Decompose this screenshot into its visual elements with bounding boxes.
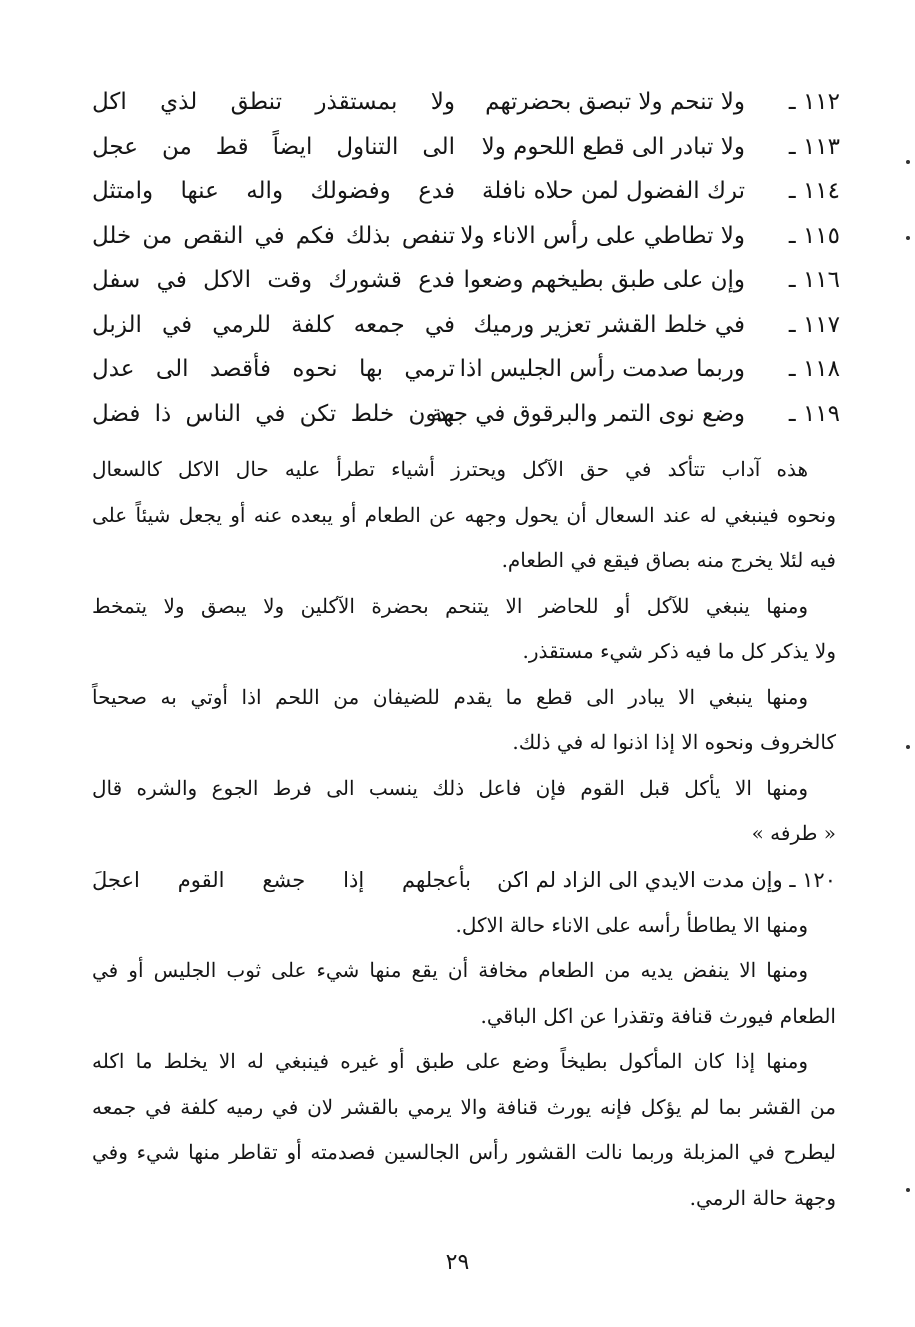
verse-second-hemistich: فدع وفضولك واله عنها وامتثل <box>92 178 455 204</box>
verse-first-hemistich: وربما صدمت رأس الجليس اذا <box>459 356 745 382</box>
paragraph <box>92 1039 836 1221</box>
verse-second-hemistich: في جمعه كلفة للرمي في الزبل <box>92 311 455 338</box>
verse-number: ١١٢ ـ <box>788 89 840 115</box>
verse-row <box>90 303 840 348</box>
verse-row <box>90 258 840 303</box>
verse-second-hemistich: تنفص بذلك فكم في النقص من خلل <box>92 222 455 249</box>
paragraph-line: ومنها الا يطاطأ رأسه على الاناء حالة الاكل. <box>455 912 808 937</box>
verse-row <box>90 125 840 170</box>
verse-second-hemistich: بدون خلط تكن في الناس ذا فضل <box>92 400 455 427</box>
verse-first-hemistich: ولا تطاطي على رأس الاناء ولا <box>460 222 745 249</box>
margin-dot <box>906 236 910 240</box>
verse-row <box>90 392 840 437</box>
paragraph-line: ولا يذكر كل ما فيه ذكر شيء مستقذر. <box>522 639 836 663</box>
margin-dot <box>906 160 910 164</box>
paragraph <box>92 584 836 675</box>
verse-second-hemistich: ولا بمستقذر تنطق لذي اكل <box>92 89 455 115</box>
verse-first-hemistich: ولا تنحم ولا تبصق بحضرتهم <box>485 89 745 115</box>
paragraph-line: ومنها الا ينفض يديه من الطعام مخافة أن يقع منها شيء على ثوب الجليس أو في <box>92 958 809 982</box>
verse-first-hemistich: ترك الفضول لمن حلاه نافلة <box>481 178 745 204</box>
verse-number: ١١٨ ـ <box>788 356 840 382</box>
paragraph <box>92 447 836 584</box>
paragraph-line: ومنها إذا كان المأكول بطيخاً وضع على طبق أو غيره فينبغي له الا يخلط ما اكله <box>92 1049 808 1073</box>
paragraph-line: الطعام فيورث قنافة وتقذرا عن اكل الباقي. <box>480 1003 836 1028</box>
verse-first-hemistich: ولا تبادر الى قطع اللحوم ولا <box>481 133 745 160</box>
verse-number: ١١٤ ـ <box>788 178 840 204</box>
margin-dot <box>906 745 910 749</box>
paragraph-line: كالخروف ونحوه الا إذا اذنوا له في ذلك. <box>512 730 836 754</box>
paragraph-line: من القشر بما لم يؤكل فإنه يورث قنافة والا يرمي بالقشر لان في رميه كلفة في جمعه <box>92 1094 836 1119</box>
verse-number: ١١٥ ـ <box>788 222 840 249</box>
verse-row <box>90 169 840 214</box>
verse-second-hemistich: ترمي بها نحوه فأقصد الى عدل <box>92 356 455 382</box>
paragraph-line: وجهة حالة الرمي. <box>689 1185 836 1210</box>
paragraph-line: ونحوه فينبغي له عند السعال أن يحول وجهه عن الطعام أو يبعده عنه أو يجعل شيئاً على <box>92 502 836 527</box>
paragraph-line: ومنها الا يأكل قبل القوم فإن فاعل ذلك ينسب الى فرط الجوع والشره قال <box>92 775 808 800</box>
verse-first-hemistich: وإن على طبق بطيخهم وضعوا <box>463 267 745 293</box>
verse-row <box>90 80 840 125</box>
verse-number: ١١٧ ـ <box>788 311 840 338</box>
page-number: ٢٩ <box>445 1250 470 1275</box>
verse-number: ١١٩ ـ <box>788 400 840 427</box>
paragraph-line: « طرفه » <box>751 821 836 845</box>
paragraph-line: ومنها ينبغي الا يبادر الى قطع ما يقدم للضيفان من اللحم اذا أوتي به صحيحاً <box>92 684 808 709</box>
paragraph <box>92 766 836 857</box>
margin-dot <box>906 1188 910 1192</box>
verse-first-hemistich: في خلط القشر تعزير ورميك <box>473 311 745 338</box>
verse-number: ١١٣ ـ <box>788 133 840 160</box>
paragraph-line: ومنها ينبغي للآكل أو للحاضر الا يتنحم بحضرة الآكلين ولا يبصق ولا يتمخط <box>92 593 808 618</box>
paragraph-line: ليطرح في المزبلة وربما نالت القشور رأس الجالسين فصدمته أو تقاطر منها شيء وفي <box>92 1140 836 1164</box>
verse-second-hemistich: فدع قشورك وقت الاكل في سفل <box>92 267 455 293</box>
verse-first-hemistich: وضع نوى التمر والبرقوق في جهة <box>430 400 745 427</box>
paragraph-line: هذه آداب تتأكد في حق الآكل ويحترز أشياء تطرأ عليه حال الاكل كالسعال <box>92 457 808 481</box>
verse-block <box>90 80 840 436</box>
prose-block <box>92 447 836 1221</box>
verse-second-hemistich: الى التناول ايضاً قط من عجل <box>92 133 455 160</box>
verse-row <box>90 214 840 259</box>
paragraph-line: فيه لئلا يخرج منه بصاق فيقع في الطعام. <box>501 548 836 572</box>
paragraph <box>92 948 836 1039</box>
verse-row <box>90 347 840 392</box>
verse-second-hemistich: بأعجلهم إذا جشع القوم اعجلَ <box>92 867 471 892</box>
verse-number: ١١٦ ـ <box>788 267 840 293</box>
paragraph <box>92 903 836 949</box>
verse-first-hemistich: ١٢٠ ـ وإن مدت الايدي الى الزاد لم اكن <box>497 867 836 892</box>
paragraph <box>92 675 836 766</box>
verse-120 <box>92 857 836 903</box>
